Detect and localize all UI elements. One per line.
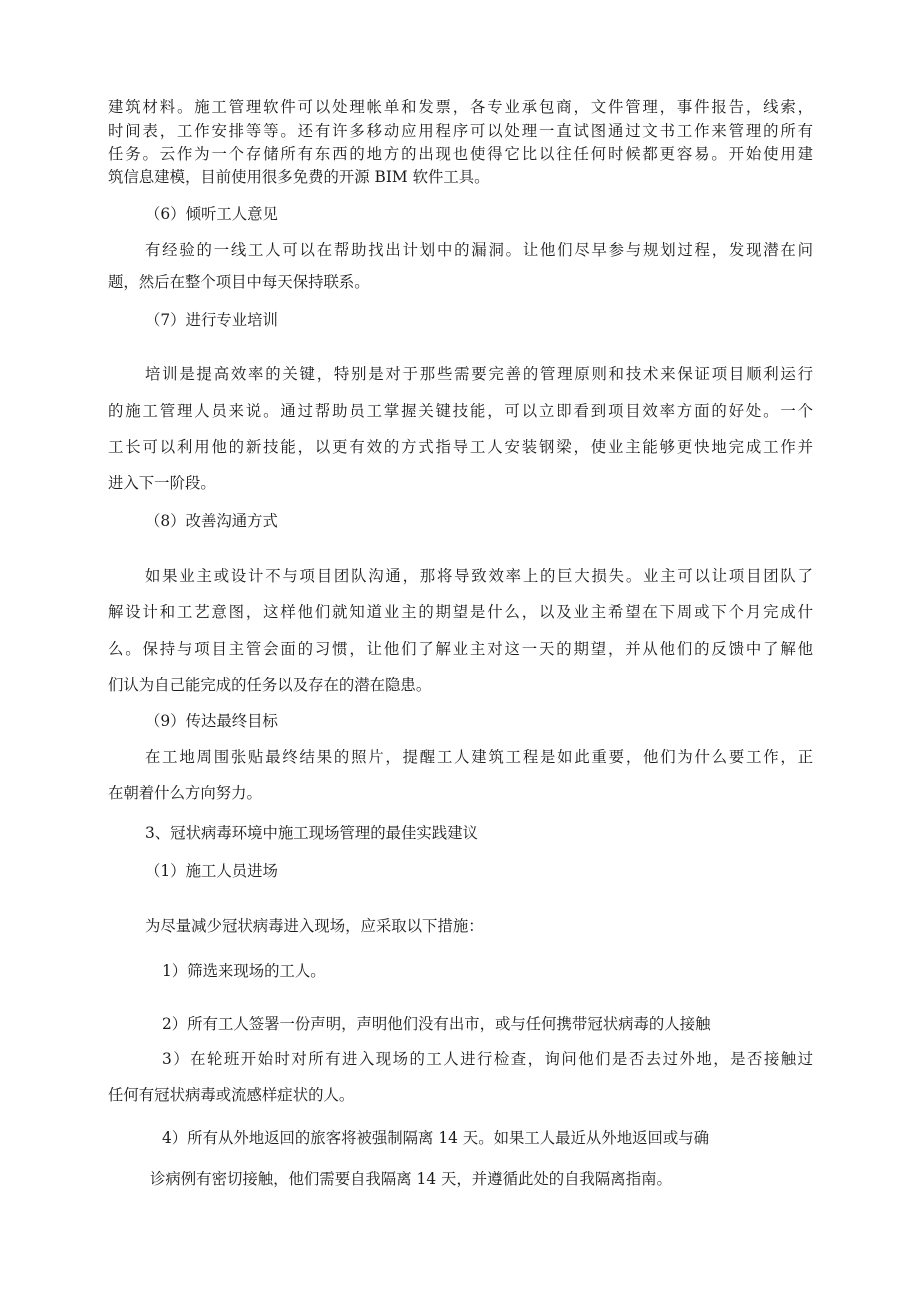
paragraph-line: 时间表，工作安排等等。还有许多移动应用程序可以处理一直试图通过文书工作来管理的所有 xyxy=(108,122,813,140)
paragraph-line: 培训是提高效率的关键，特别是对于那些需要完善的管理原则和技术来保证项目顺利运行 xyxy=(145,365,813,383)
subheading-6: （6）倾听工人意见 xyxy=(145,205,278,223)
paragraph-line: 建筑材料。施工管理软件可以处理帐单和发票，各专业承包商，文件管理，事件报告，线索， xyxy=(108,98,813,116)
list-item: 4）所有从外地返回的旅客将被强制隔离 14 天。如果工人最近从外地返回或与确 xyxy=(162,1129,710,1147)
paragraph-line: 筑信息建模，目前使用很多免费的开源 BIM 软件工具。 xyxy=(108,168,490,186)
paragraph-line: 如果业主或设计不与项目团队沟通，那将导致效率上的巨大损失。业主可以让项目团队了 xyxy=(145,567,813,585)
subheading-8: （8）改善沟通方式 xyxy=(145,512,278,530)
list-item: 2）所有工人签署一份声明，声明他们没有出市，或与任何携带冠状病毒的人接触 xyxy=(162,1015,711,1033)
paragraph-line: 的施工管理人员来说。通过帮助员工掌握关键技能，可以立即看到项目效率方面的好处。一个 xyxy=(108,402,813,420)
subheading-1: （1）施工人员进场 xyxy=(145,862,278,880)
subheading-7: （7）进行专业培训 xyxy=(145,311,278,329)
paragraph-line: 任务。云作为一个存储所有东西的地方的出现也使得它比以往任何时候都更容易。开始使用建 xyxy=(108,145,813,163)
list-item-continuation: 任何有冠状病毒或流感样症状的人。 xyxy=(108,1086,355,1104)
section-heading-3: 3、冠状病毒环境中施工现场管理的最佳实践建议 xyxy=(145,824,478,842)
list-item: 3）在轮班开始时对所有进入现场的工人进行检查，询问他们是否去过外地，是否接触过 xyxy=(162,1050,813,1068)
paragraph-line: 为尽量减少冠状病毒进入现场，应采取以下措施： xyxy=(145,917,484,935)
paragraph-line: 在朝着什么方向努力。 xyxy=(108,784,262,802)
subheading-9: （9）传达最终目标 xyxy=(145,712,278,730)
list-item-continuation: 诊病例有密切接触，他们需要自我隔离 14 天，并遵循此处的自我隔离指南。 xyxy=(150,1170,672,1188)
list-item: 1）筛选来现场的工人。 xyxy=(162,962,326,980)
paragraph-line: 工长可以利用他的新技能，以更有效的方式指导工人安装钢梁，使业主能够更快地完成工作并 xyxy=(108,438,813,456)
paragraph-line: 进入下一阶段。 xyxy=(108,474,216,492)
paragraph-line: 题，然后在整个项目中每天保持联系。 xyxy=(108,273,370,291)
paragraph-line: 解设计和工艺意图，这样他们就知道业主的期望是什么，以及业主希望在下周或下个月完成什 xyxy=(108,603,813,621)
paragraph-line: 在工地周围张贴最终结果的照片，提醒工人建筑工程是如此重要，他们为什么要工作，正 xyxy=(145,748,813,766)
paragraph-line: 们认为自己能完成的任务以及存在的潜在隐患。 xyxy=(108,676,432,694)
paragraph-line: 有经验的一线工人可以在帮助找出计划中的漏洞。让他们尽早参与规划过程，发现潜在问 xyxy=(145,241,813,259)
paragraph-line: 么。保持与项目主管会面的习惯，让他们了解业主对这一天的期望，并从他们的反馈中了解他 xyxy=(108,640,813,658)
